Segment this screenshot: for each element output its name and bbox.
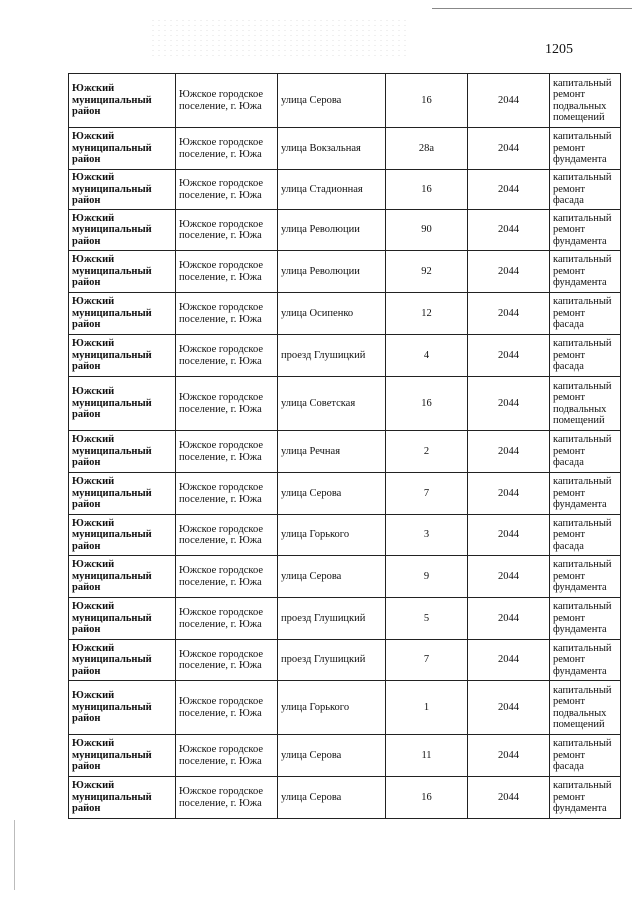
district-cell: Южский муниципальный район: [69, 170, 176, 210]
house-number-cell: 5: [386, 598, 468, 640]
work-type-cell: капитальный ремонт фундамента: [550, 598, 621, 640]
district-cell: Южский муниципальный район: [69, 640, 176, 681]
settlement-cell: Южское городское поселение, г. Южа: [176, 335, 278, 377]
house-number-cell: 7: [386, 640, 468, 681]
street-cell: улица Советская: [278, 377, 386, 431]
year-cell: 2044: [468, 210, 550, 251]
settlement-cell: Южское городское поселение, г. Южа: [176, 681, 278, 735]
table-row: [69, 335, 621, 377]
work-type-cell: капитальный ремонт фундамента: [550, 556, 621, 598]
street-cell: улица Серова: [278, 777, 386, 819]
work-type-cell: капитальный ремонт фасада: [550, 735, 621, 777]
work-type-cell: капитальный ремонт фундамента: [550, 210, 621, 251]
settlement-cell: Южское городское поселение, г. Южа: [176, 473, 278, 515]
work-type-cell: капитальный ремонт фундамента: [550, 777, 621, 819]
street-cell: улица Серова: [278, 556, 386, 598]
street-cell: улица Революции: [278, 251, 386, 293]
year-cell: 2044: [468, 74, 550, 128]
street-cell: проезд Глушицкий: [278, 335, 386, 377]
house-number-cell: 90: [386, 210, 468, 251]
work-type-cell: капитальный ремонт фасада: [550, 431, 621, 473]
year-cell: 2044: [468, 515, 550, 556]
work-type-cell: капитальный ремонт фундамента: [550, 640, 621, 681]
street-cell: улица Серова: [278, 74, 386, 128]
street-cell: улица Стадионная: [278, 170, 386, 210]
work-type-cell: капитальный ремонт фундамента: [550, 473, 621, 515]
district-cell: Южский муниципальный район: [69, 293, 176, 335]
work-type-cell: капитальный ремонт подвальных помещений: [550, 74, 621, 128]
year-cell: 2044: [468, 598, 550, 640]
settlement-cell: Южское городское поселение, г. Южа: [176, 293, 278, 335]
year-cell: 2044: [468, 681, 550, 735]
year-cell: 2044: [468, 431, 550, 473]
work-type-cell: капитальный ремонт фасада: [550, 170, 621, 210]
work-type-cell: капитальный ремонт фасада: [550, 515, 621, 556]
house-number-cell: 9: [386, 556, 468, 598]
district-cell: Южский муниципальный район: [69, 735, 176, 777]
house-number-cell: 92: [386, 251, 468, 293]
house-number-cell: 16: [386, 170, 468, 210]
house-number-cell: 16: [386, 777, 468, 819]
settlement-cell: Южское городское поселение, г. Южа: [176, 251, 278, 293]
table-row: [69, 170, 621, 210]
table-row: [69, 681, 621, 735]
year-cell: 2044: [468, 735, 550, 777]
scan-noise: [150, 18, 410, 58]
year-cell: 2044: [468, 556, 550, 598]
table-row: [69, 377, 621, 431]
table-row: [69, 128, 621, 170]
district-cell: Южский муниципальный район: [69, 74, 176, 128]
district-cell: Южский муниципальный район: [69, 335, 176, 377]
settlement-cell: Южское городское поселение, г. Южа: [176, 377, 278, 431]
district-cell: Южский муниципальный район: [69, 556, 176, 598]
work-type-cell: капитальный ремонт фасада: [550, 335, 621, 377]
year-cell: 2044: [468, 335, 550, 377]
district-cell: Южский муниципальный район: [69, 681, 176, 735]
street-cell: улица Революции: [278, 210, 386, 251]
street-cell: улица Горького: [278, 515, 386, 556]
work-type-cell: капитальный ремонт подвальных помещений: [550, 377, 621, 431]
house-number-cell: 16: [386, 377, 468, 431]
street-cell: проезд Глушицкий: [278, 598, 386, 640]
year-cell: 2044: [468, 377, 550, 431]
settlement-cell: Южское городское поселение, г. Южа: [176, 431, 278, 473]
district-cell: Южский муниципальный район: [69, 377, 176, 431]
table-row: [69, 735, 621, 777]
page-number: 1205: [545, 42, 573, 57]
district-cell: Южский муниципальный район: [69, 210, 176, 251]
street-cell: улица Горького: [278, 681, 386, 735]
table-row: [69, 515, 621, 556]
district-cell: Южский муниципальный район: [69, 431, 176, 473]
settlement-cell: Южское городское поселение, г. Южа: [176, 128, 278, 170]
year-cell: 2044: [468, 777, 550, 819]
table-body: [69, 74, 621, 819]
street-cell: улица Осипенко: [278, 293, 386, 335]
street-cell: улица Серова: [278, 473, 386, 515]
year-cell: 2044: [468, 170, 550, 210]
work-type-cell: капитальный ремонт фундамента: [550, 251, 621, 293]
work-type-cell: капитальный ремонт фасада: [550, 293, 621, 335]
house-number-cell: 12: [386, 293, 468, 335]
table-row: [69, 777, 621, 819]
district-cell: Южский муниципальный район: [69, 251, 176, 293]
year-cell: 2044: [468, 251, 550, 293]
registry-table: [68, 73, 621, 819]
house-number-cell: 2: [386, 431, 468, 473]
table-row: [69, 210, 621, 251]
table-row: [69, 431, 621, 473]
year-cell: 2044: [468, 473, 550, 515]
street-cell: улица Вокзальная: [278, 128, 386, 170]
settlement-cell: Южское городское поселение, г. Южа: [176, 735, 278, 777]
table-row: [69, 74, 621, 128]
table-row: [69, 598, 621, 640]
house-number-cell: 28а: [386, 128, 468, 170]
district-cell: Южский муниципальный район: [69, 128, 176, 170]
street-cell: проезд Глушицкий: [278, 640, 386, 681]
settlement-cell: Южское городское поселение, г. Южа: [176, 210, 278, 251]
table-row: [69, 251, 621, 293]
settlement-cell: Южское городское поселение, г. Южа: [176, 640, 278, 681]
work-type-cell: капитальный ремонт подвальных помещений: [550, 681, 621, 735]
district-cell: Южский муниципальный район: [69, 777, 176, 819]
work-type-cell: капитальный ремонт фундамента: [550, 128, 621, 170]
house-number-cell: 11: [386, 735, 468, 777]
house-number-cell: 16: [386, 74, 468, 128]
house-number-cell: 4: [386, 335, 468, 377]
table-row: [69, 556, 621, 598]
district-cell: Южский муниципальный район: [69, 598, 176, 640]
table-row: [69, 473, 621, 515]
house-number-cell: 1: [386, 681, 468, 735]
street-cell: улица Серова: [278, 735, 386, 777]
district-cell: Южский муниципальный район: [69, 473, 176, 515]
district-cell: Южский муниципальный район: [69, 515, 176, 556]
settlement-cell: Южское городское поселение, г. Южа: [176, 74, 278, 128]
settlement-cell: Южское городское поселение, г. Южа: [176, 598, 278, 640]
table-row: [69, 293, 621, 335]
settlement-cell: Южское городское поселение, г. Южа: [176, 777, 278, 819]
table-row: [69, 640, 621, 681]
year-cell: 2044: [468, 293, 550, 335]
house-number-cell: 3: [386, 515, 468, 556]
year-cell: 2044: [468, 128, 550, 170]
margin-line: [14, 820, 15, 890]
settlement-cell: Южское городское поселение, г. Южа: [176, 515, 278, 556]
year-cell: 2044: [468, 640, 550, 681]
settlement-cell: Южское городское поселение, г. Южа: [176, 556, 278, 598]
top-rule: [432, 8, 632, 9]
street-cell: улица Речная: [278, 431, 386, 473]
settlement-cell: Южское городское поселение, г. Южа: [176, 170, 278, 210]
house-number-cell: 7: [386, 473, 468, 515]
